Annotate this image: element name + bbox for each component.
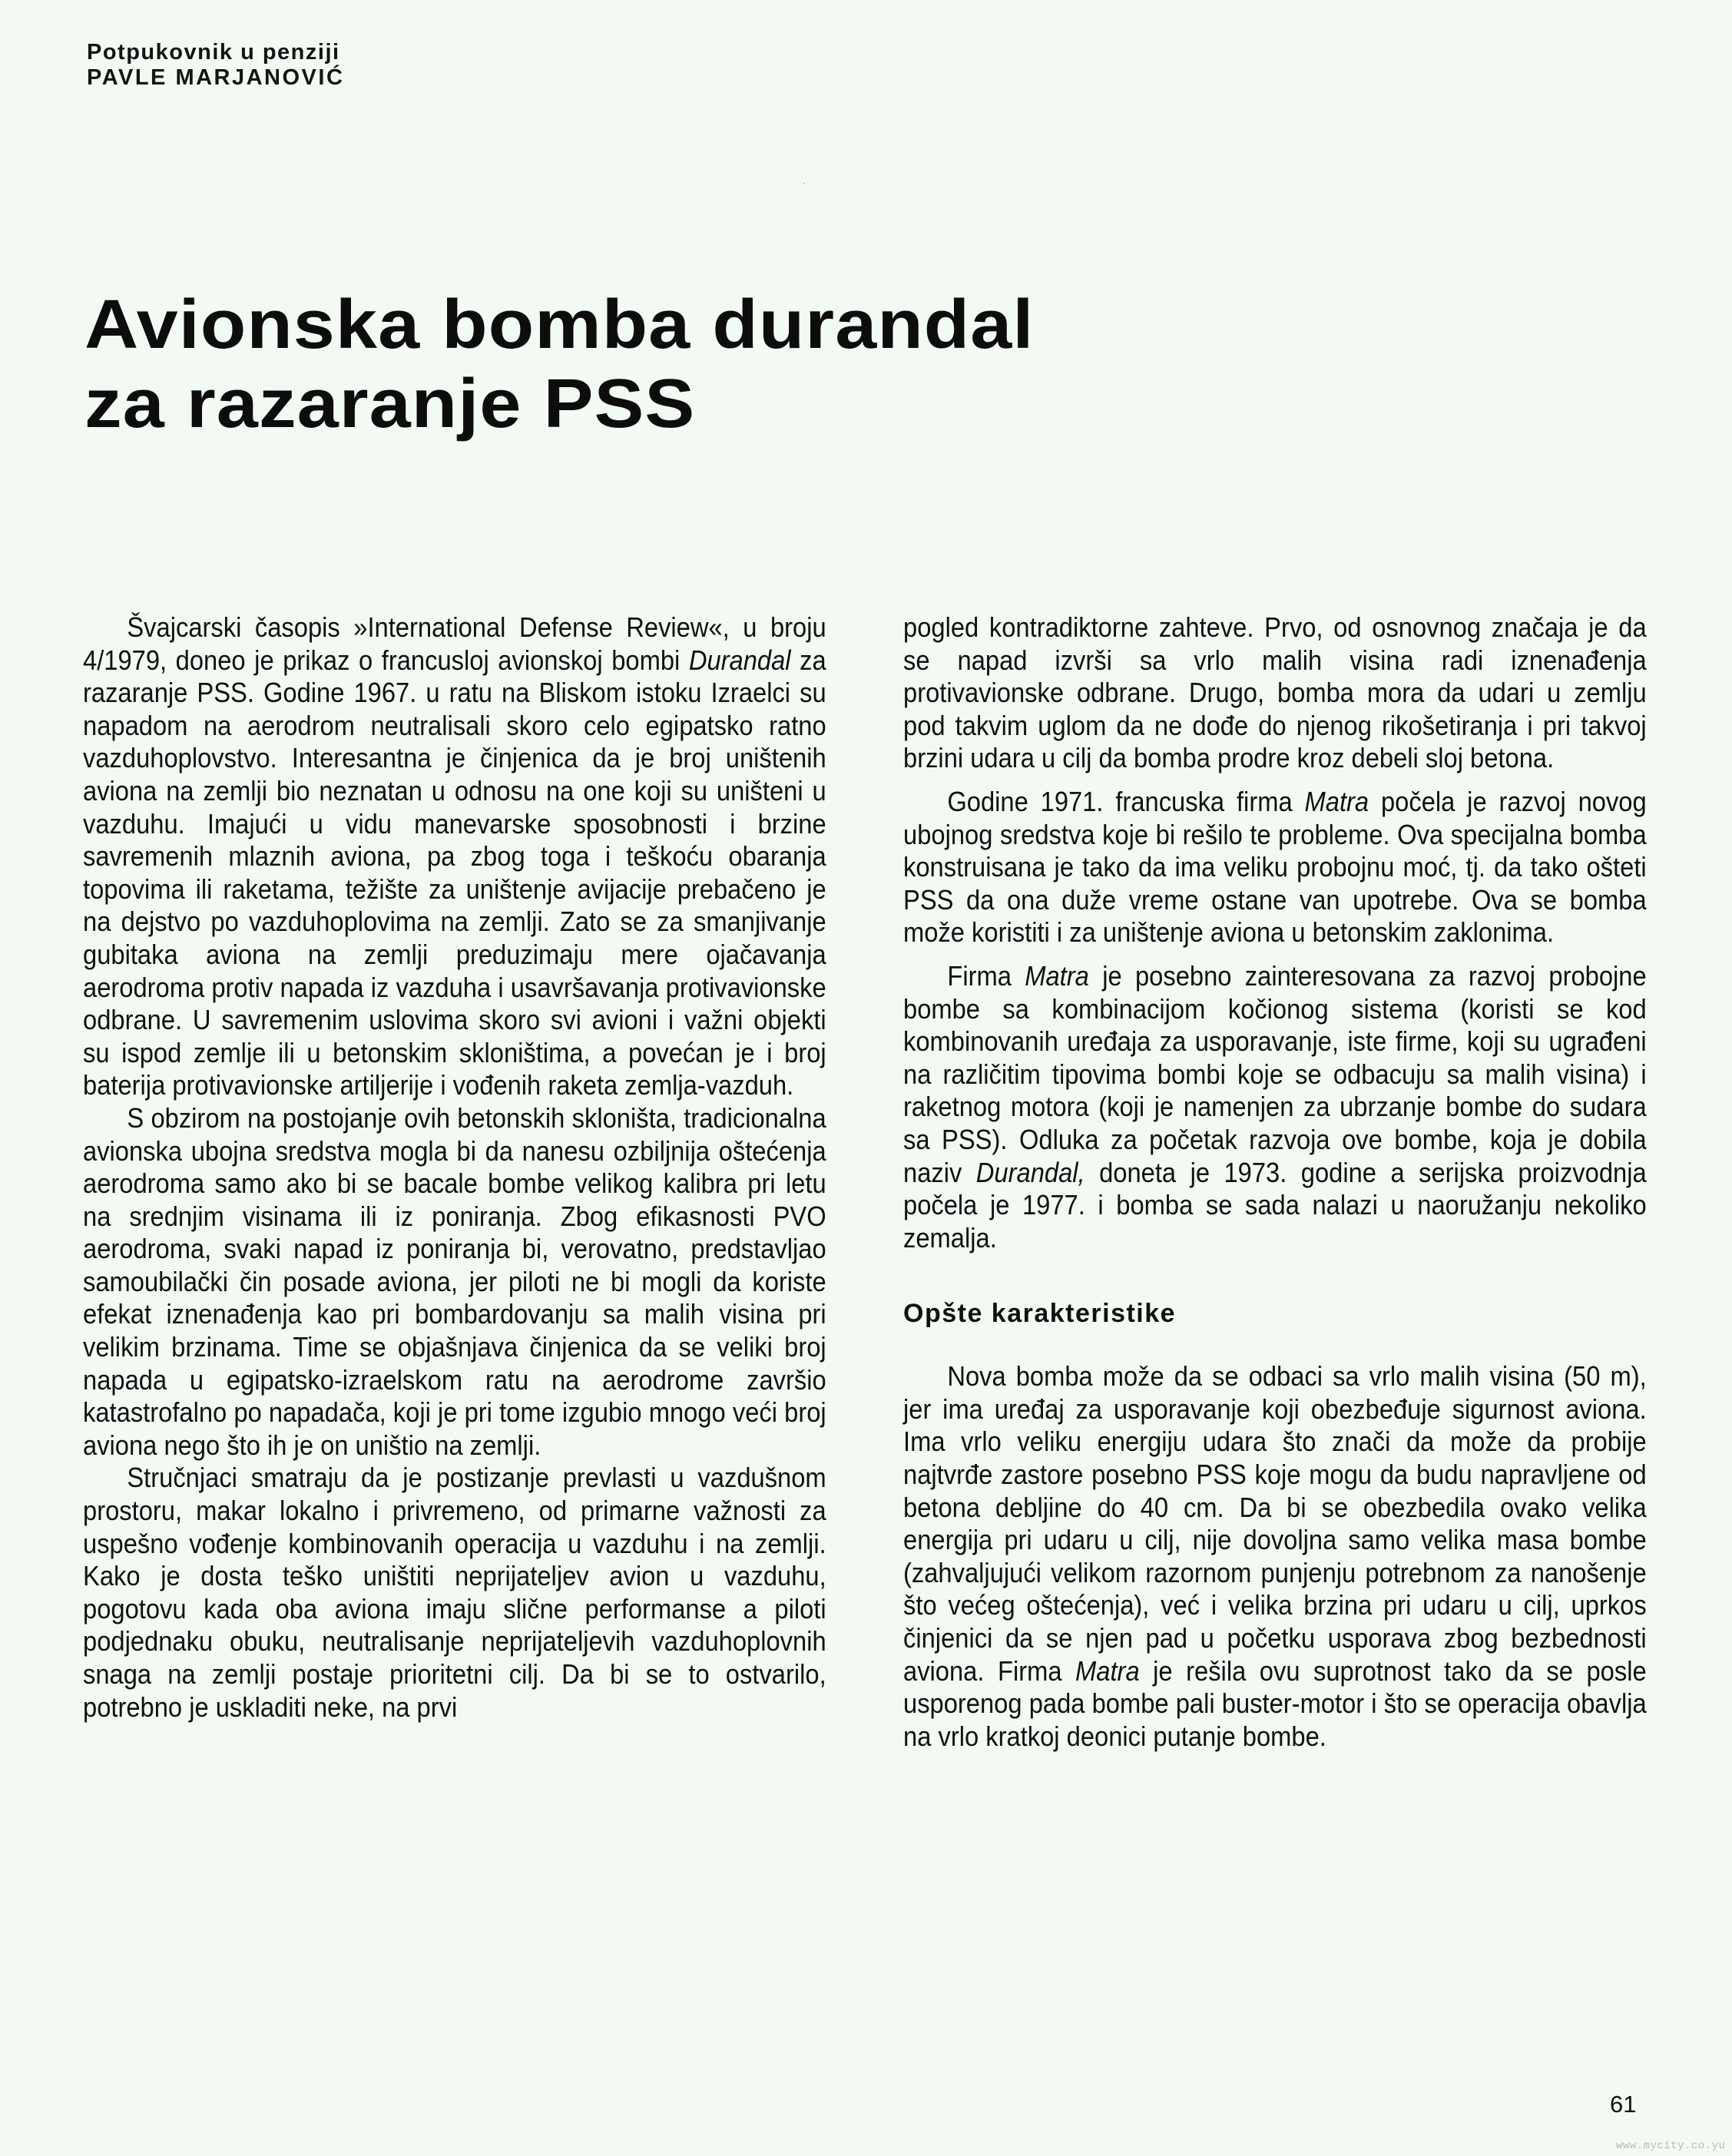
left-column: [83, 611, 826, 1724]
text-run: doneta je 1973. godine a serijska proizvodnja počela je 1977. i bomba se sada nalazi u naoružanju nekoliko zemalja.: [903, 1156, 1647, 1254]
italic-term: Durandal,: [975, 1156, 1085, 1188]
author-rank: Potpukovnik u penziji: [87, 40, 340, 65]
italic-term: Durandal: [688, 644, 791, 676]
right-column: [903, 611, 1647, 1753]
text-run: je rešila ovu suprotnost tako da se posle usporenog pada bombe pali buster-motor i što se operacija obavlja na vrlo kratkoj deonici putanje bombe.: [903, 1654, 1647, 1752]
left-column-text: [83, 611, 826, 1724]
text-run: počela je razvoj novog ubojnog sredstva koje bi rešilo te probleme. Ova specijalna bomba konstruisana je tako da ima veliku probojnu moć, tj. da tako ošteti PSS da ona duže vreme ostane van upotrebe. Ova se bomba može koristiti i za uništenje aviona u betonskim zaklonima.: [903, 785, 1647, 949]
right-column-text-2: [903, 1360, 1647, 1753]
paragraph: [903, 960, 1647, 1254]
text-run: Godine 1971. francuska firma: [947, 785, 1305, 817]
paragraph: [83, 611, 826, 1102]
italic-term: Matra: [1304, 785, 1369, 817]
byline: [87, 40, 344, 91]
text-run: Firma: [947, 959, 1025, 992]
page-number: 61: [1610, 2091, 1637, 2118]
italic-term: Matra: [1075, 1654, 1140, 1687]
text-run: za razaranje PSS. Godine 1967. u ratu na Bliskom istoku Izraelci su napadom na aerodrom neutralisali skoro celo egipatsko ratno vazduhoplovstvo. Interesantna je činjenica da je broj uništenih aviona na zemlji bio neznatan u odnosu na one koji su uništeni u vazduhu. Imajući u vidu manevarske sposobnosti i brzine savremenih mlaznih aviona, pa zbog toga i teškoću obaranja topovima ili raketama, težište za uništenje avijacije prebačeno je na dejstvo po vazduhoplovima na zemlji. Zato se za smanjivanje gubitaka aviona na zemlji preduzimaju mere ojačavanja aerodroma protiv napada iz vazduha i usavršavanja protivavionske odbrane. U savremenim uslovima skoro svi avioni i važni objekti su ispod zemlje ili u betonskim skloništima, a povećan je i broj baterija protivavionske artiljerije i vođenih raketa zemlja-vazduh.: [83, 644, 826, 1101]
section-heading: Opšte karakteristike: [903, 1299, 1177, 1329]
author-name: PAVLE MARJANOVIĆ: [87, 65, 345, 90]
scan-speck: [803, 183, 805, 184]
article-title: [84, 286, 1034, 444]
paragraph-continued: pogled kontradiktorne zahteve. Prvo, od osnovnog značaja je da se napad izvrši sa vrlo malih visina radi iznenađenja protivavionske odbrane. Drugo, bomba mora da udari u zemlju pod takvim uglom da ne dođe do njenog rikošetiranja i pri takvoj brzini udara u cilj da bomba prodre kroz debeli sloj betona.: [903, 611, 1647, 774]
title-line-2: za razaranje PSS: [84, 366, 696, 442]
paragraph: [903, 786, 1647, 949]
watermark: www.mycity.co.yu: [1616, 2140, 1726, 2152]
text-run: Švajcarski časopis »International Defense Review«, u broju 4/1979, doneo je prikaz o francusloj avionskoj bombi: [83, 611, 826, 676]
right-column-text: [903, 611, 1647, 1254]
paragraph: S obzirom na postojanje ovih betonskih skloništa, tradicionalna avionska ubojna sredstva mogla bi da nanesu ozbiljnija oštećenja aerodroma samo ako bi se bacale bombe velikog kalibra pri letu na srednjim visinama ili iz poniranja. Zbog efikasnosti PVO aerodroma, svaki napad iz poniranja bi, verovatno, predstavljao samoubilački čin posade aviona, jer piloti ne bi mogli da koriste efekat iznenađenja kao pri bombardovanju sa malih visina pri velikim brzinama. Time se objašnjava činjenica da se veliki broj napada u egipatsko-izraelskom ratu na aerodrome završio katastrofalno po napadača, koji je pri tome izgubio mnogo veći broj aviona nego što ih je on uništio na zemlji.: [83, 1101, 826, 1461]
text-run: je posebno zainteresovana za razvoj probojne bombe sa kombinacijom kočionog sistema (koristi se kod kombinovanih uređaja za usporavanje, iste firme, koji su ugrađeni na različitim tipovima bombi koje se odbacuju sa malih visina) i raketnog motora (koji je namenjen za ubrzanje bombe do sudara sa PSS). Odluka za početak razvoja ove bombe, koja je dobila naziv: [903, 959, 1647, 1188]
paragraph: [903, 1360, 1647, 1753]
title-line-1: Avionska bomba durandal: [84, 286, 1035, 363]
text-run: Nova bomba može da se odbaci sa vrlo malih visina (50 m), jer ima uređaj za usporavanje koji obezbeđuje sigurnost aviona. Ima vrlo veliku energiju udara što znači da može da probije najtvrđe zastore posebno PSS koje mogu da budu napravljene od betona debljine do 40 cm. Da bi se obezbedila ovako velika energija pri udaru u cilj, nije dovoljna samo velika masa bombe (zahvaljujući velikom razornom punjenju potrebnom za nanošenje što većeg oštećenja), već i velika brzina pri udaru u cilj, uprkos činjenici da se njen pad u početku usporava zbog bezbednosti aviona. Firma: [903, 1360, 1647, 1687]
italic-term: Matra: [1025, 959, 1089, 992]
paragraph: Stručnjaci smatraju da je postizanje prevlasti u vazdušnom prostoru, makar lokalno i privremeno, od primarne važnosti za uspešno vođenje kombinovanih operacija u vazduhu i na zemlji. Kako je dosta teško uništiti neprijateljev avion u vazduhu, pogotovu kada oba aviona imaju slične performanse a piloti podjednaku obuku, neutralisanje neprijateljevih vazduhoplovnih snaga na zemlji postaje prioritetni cilj. Da bi se to ostvarilo, potrebno je uskladiti neke, na prvi: [83, 1462, 826, 1723]
